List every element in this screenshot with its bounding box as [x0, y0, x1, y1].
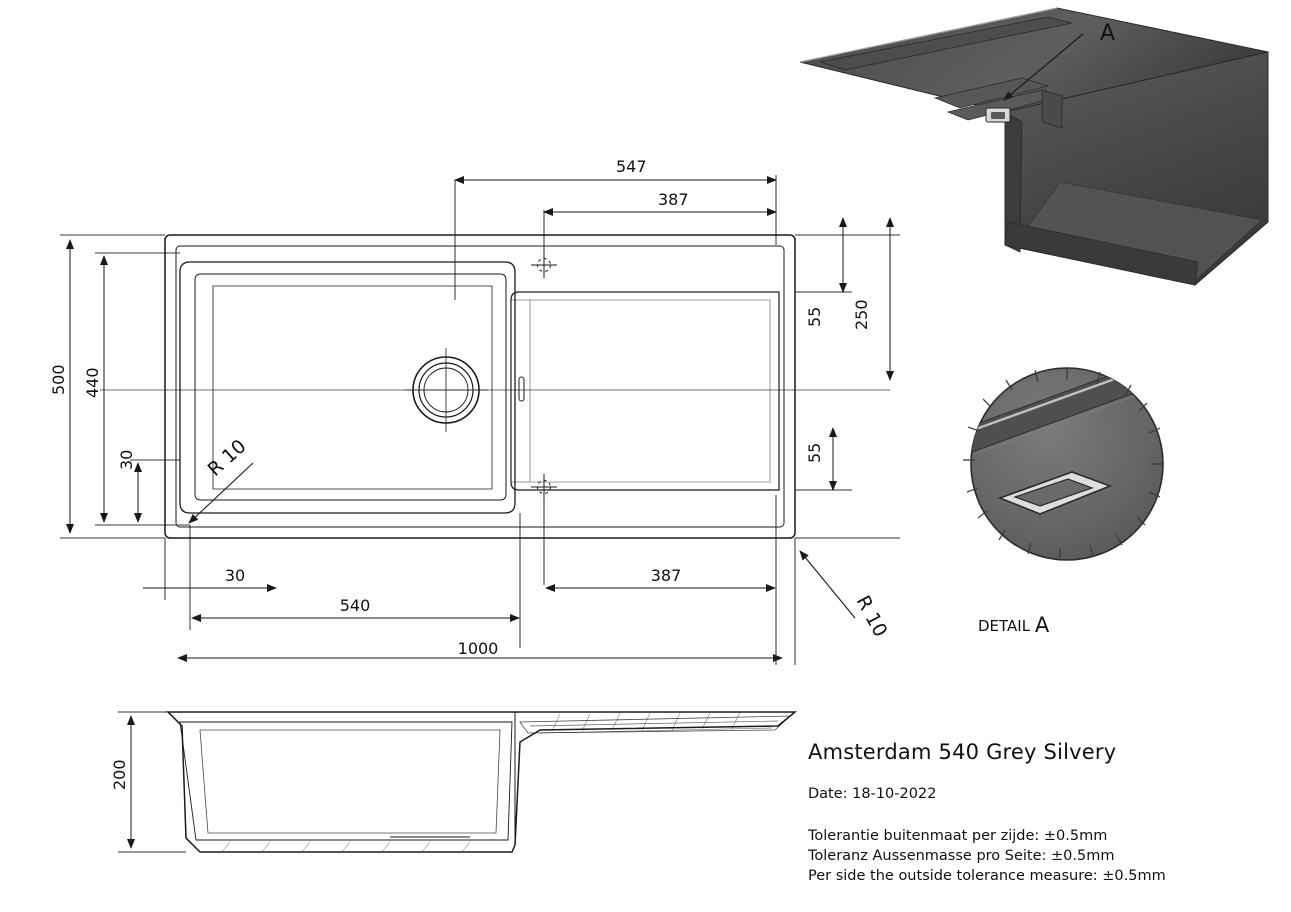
dim-right-55-lower: 55 — [805, 442, 824, 463]
dim-left-500: 500 — [49, 364, 68, 395]
dim-top-547: 547 — [616, 157, 647, 176]
dim-top-387: 387 — [658, 190, 689, 209]
dimension-lines-top — [455, 175, 776, 300]
radius-left-label: R 10 — [203, 435, 251, 481]
section-view — [168, 712, 795, 852]
radius-right-label: R 10 — [851, 592, 892, 641]
title-block — [808, 740, 1278, 888]
detail-a-view — [960, 350, 1195, 560]
dim-left-440: 440 — [83, 367, 102, 398]
dim-right-250: 250 — [852, 299, 871, 330]
dim-section-200: 200 — [110, 759, 129, 790]
date-line: Date: 18-10-2022 — [808, 786, 937, 802]
detail-a-label — [978, 613, 1049, 637]
dim-left-30-vertical: 30 — [117, 449, 136, 470]
dim-right-55-upper: 55 — [805, 306, 824, 327]
dim-bottom-540: 540 — [339, 596, 371, 615]
dim-bottom-1000: 1000 — [457, 639, 499, 658]
page-title: Amsterdam 540 Grey Silvery — [808, 740, 1117, 764]
radius-callouts — [189, 463, 855, 618]
tolerance-en: Per side the outside tolerance measure: ±0.5mm — [808, 868, 1166, 884]
isometric-sink-view — [800, 8, 1268, 285]
tolerance-de: Toleranz Aussenmasse pro Seite: ±0.5mm — [808, 848, 1115, 864]
tolerance-nl: Tolerantie buitenmaat per zijde: ±0.5mm — [808, 828, 1108, 844]
dim-bottom-387: 387 — [650, 566, 682, 585]
dimension-lines-left — [60, 235, 190, 538]
plan-view — [100, 235, 890, 538]
dimension-lines-right — [795, 218, 900, 538]
detail-label-prefix: DETAIL — [978, 617, 1031, 635]
detail-label-letter: A — [1034, 613, 1050, 637]
dim-bottom-30: 30 — [224, 566, 246, 585]
detail-callout-letter: A — [1100, 21, 1116, 46]
